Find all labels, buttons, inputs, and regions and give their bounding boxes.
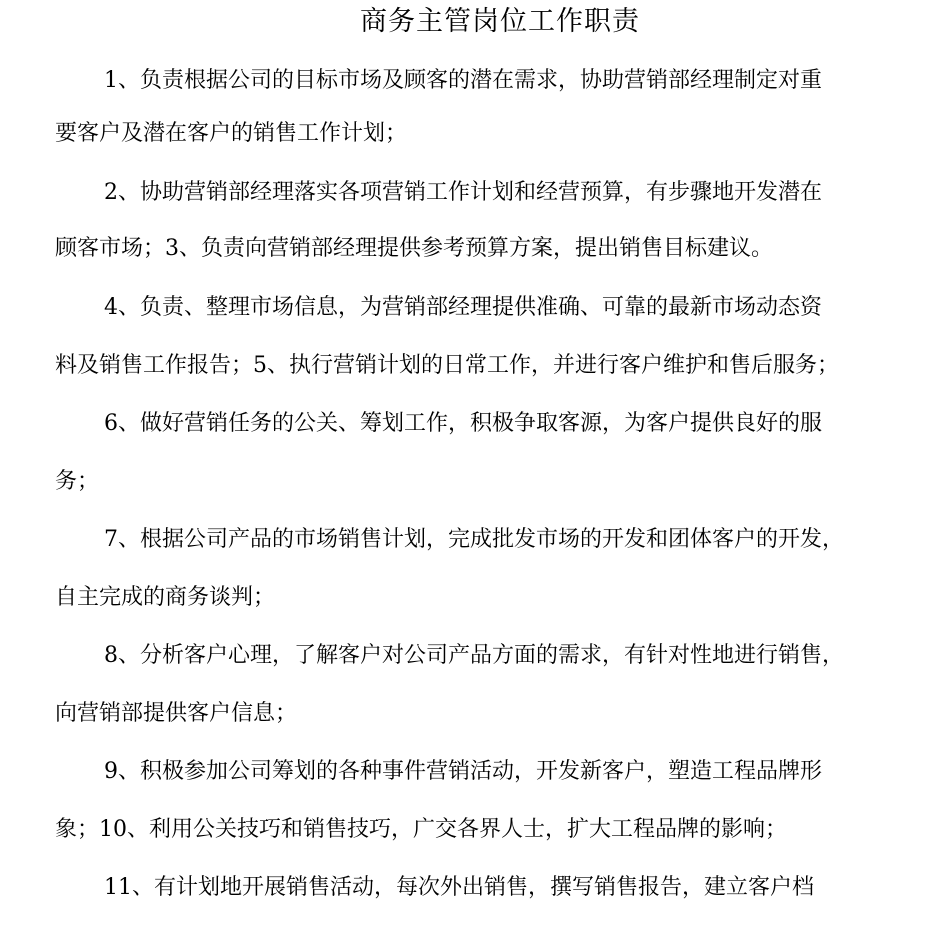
- body-line: 顾客市场；3、负责向营销部经理提供参考预算方案，提出销售目标建议。: [55, 236, 773, 261]
- body-line: 8、分析客户心理，了解客户对公司产品方面的需求，有针对性地进行销售，: [104, 643, 844, 668]
- body-line: 9、积极参加公司筹划的各种事件营销活动，开发新客户，塑造工程品牌形: [104, 759, 822, 784]
- body-line: 自主完成的商务谈判；: [55, 585, 276, 610]
- body-line: 1、负责根据公司的目标市场及顾客的潜在需求，协助营销部经理制定对重: [104, 68, 822, 93]
- body-line: 11、有计划地开展销售活动，每次外出销售，撰写销售报告，建立客户档: [104, 875, 814, 900]
- body-line: 要客户及潜在客户的销售工作计划；: [55, 121, 408, 146]
- body-line: 向营销部提供客户信息；: [55, 701, 298, 726]
- body-line: 2、协助营销部经理落实各项营销工作计划和经营预算，有步骤地开发潜在: [104, 180, 822, 205]
- body-line: 料及销售工作报告；5、执行营销计划的日常工作，并进行客户维护和售后服务；: [55, 353, 839, 378]
- body-line: 4、负责、整理市场信息，为营销部经理提供准确、可靠的最新市场动态资: [104, 295, 822, 320]
- body-line: 7、根据公司产品的市场销售计划，完成批发市场的开发和团体客户的开发，: [104, 527, 844, 552]
- body-line: 务；: [55, 469, 100, 494]
- document-title: 商务主管岗位工作职责: [360, 6, 640, 37]
- body-line: 6、做好营销任务的公关、筹划工作，积极争取客源，为客户提供良好的服: [104, 411, 822, 436]
- body-line: 象；10、利用公关技巧和销售技巧，广交各界人士，扩大工程品牌的影响；: [55, 817, 787, 842]
